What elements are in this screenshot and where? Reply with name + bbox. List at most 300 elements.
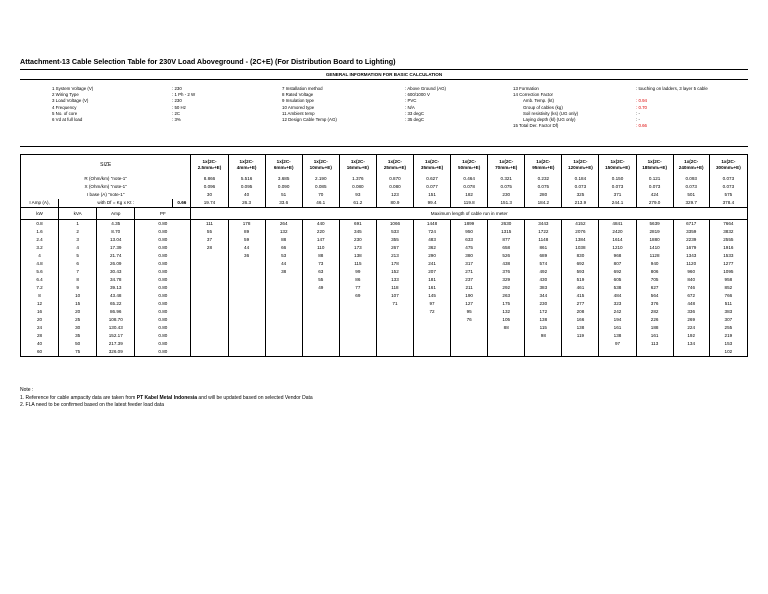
ibase-row-value: 371 [599, 191, 636, 199]
length-cell [488, 340, 525, 348]
info-value: : 2C [172, 110, 181, 116]
length-cell: 55 [191, 228, 228, 236]
table-row [21, 252, 748, 260]
iamp-value: 46.1 [302, 199, 339, 208]
length-cell [525, 348, 562, 357]
ibase-row-value: 123 [376, 191, 413, 199]
info-label: 6 Vd at full load [52, 116, 83, 122]
table-row [21, 284, 748, 292]
length-cell: 376 [636, 300, 673, 308]
pf-cell: 0.80 [135, 348, 191, 357]
iamp-value: 279.0 [636, 199, 673, 208]
length-cell: 329 [488, 276, 525, 284]
size-header-mm: 25mm [383, 165, 398, 170]
length-cell [228, 340, 265, 348]
length-cell: 383 [525, 284, 562, 292]
length-cell: 277 [562, 300, 599, 308]
size-header-sup: 2 [583, 166, 586, 170]
x-row-value: 0.075 [488, 183, 525, 191]
length-cell [191, 292, 228, 300]
length-cell: 153 [709, 340, 747, 348]
amp-cell: 30.43 [97, 268, 135, 276]
general-info-col3-labels [513, 86, 578, 129]
info-value: : - [636, 110, 640, 116]
length-cell [228, 324, 265, 332]
size-header-mm: 6mm [273, 165, 285, 170]
length-cell: 766 [709, 292, 747, 300]
iamp-value: 119.8 [451, 199, 488, 208]
size-header-sup: 2 [434, 166, 436, 170]
length-cell: 1066 [376, 220, 413, 229]
table-row [21, 332, 748, 340]
length-cell [376, 308, 413, 316]
length-cell: 940 [636, 260, 673, 268]
length-cell: 220 [302, 228, 339, 236]
kva-cell: 3 [59, 236, 97, 244]
x-row-value: 0.080 [376, 183, 413, 191]
info-value: : 0.70 [636, 104, 647, 110]
r-row-label: R (Ohm/km) "note-1" [21, 175, 191, 183]
length-cell [302, 308, 339, 316]
kw-cell: 40 [21, 340, 59, 348]
general-info-col1-values [172, 86, 195, 123]
length-cell [451, 324, 488, 332]
length-cell: 88 [488, 324, 525, 332]
length-cell [191, 348, 228, 357]
length-cell: 134 [673, 340, 709, 348]
length-cell: 97 [599, 340, 636, 348]
length-cell: 1128 [636, 252, 673, 260]
r-row-value: 0.870 [376, 175, 413, 183]
info-value: : PVC [405, 98, 417, 104]
length-cell: 72 [414, 308, 451, 316]
length-cell [339, 324, 376, 332]
iamp-value: 33.6 [265, 199, 302, 208]
length-cell: 115 [339, 260, 376, 268]
length-cell: 960 [673, 268, 709, 276]
amp-cell: 13.04 [97, 236, 135, 244]
length-cell: 88 [265, 236, 302, 244]
kw-cell: 16 [21, 308, 59, 316]
size-header-sup: 2 [545, 166, 548, 170]
length-cell [636, 348, 673, 357]
x-row-value: 0.075 [525, 183, 562, 191]
length-cell: 1120 [673, 260, 709, 268]
length-cell: 207 [414, 268, 451, 276]
length-cell: 511 [709, 300, 747, 308]
length-cell [302, 300, 339, 308]
length-cell: 1614 [599, 236, 636, 244]
pf-cell: 0.80 [135, 268, 191, 276]
length-cell: 118 [376, 284, 413, 292]
r-row-value: 0.073 [709, 175, 747, 183]
size-header-line1: 1x(2C- [387, 159, 402, 164]
ibase-row-value: 280 [525, 191, 562, 199]
general-info-col3-values [636, 86, 708, 129]
col-kva: kVA [59, 208, 97, 220]
length-cell: 355 [376, 236, 413, 244]
note-1-text-end: and will be updated based on selected Vendor Data [197, 394, 313, 401]
length-cell: 2076 [562, 228, 599, 236]
length-cell [339, 332, 376, 340]
note-1 [20, 395, 313, 403]
length-cell [265, 332, 302, 340]
length-cell: 323 [599, 300, 636, 308]
ibase-row-value: 230 [488, 191, 525, 199]
size-header-end: +E) [696, 165, 704, 170]
length-cell: 219 [709, 332, 747, 340]
length-cell: 282 [636, 308, 673, 316]
size-header-end: +E) [398, 165, 407, 170]
length-cell: 807 [599, 260, 636, 268]
size-header [525, 155, 562, 176]
kw-cell: 24 [21, 324, 59, 332]
length-cell: 127 [451, 300, 488, 308]
length-cell: 208 [562, 308, 599, 316]
kw-cell: 1.6 [21, 228, 59, 236]
length-cell: 627 [636, 284, 673, 292]
size-label: SIZE [21, 155, 191, 176]
length-cell [488, 332, 525, 340]
col-kw: kW [21, 208, 59, 220]
col-amp: Amp [97, 208, 135, 220]
amp-cell: 43.48 [97, 292, 135, 300]
size-header-line1: 1x(2C- [499, 159, 514, 164]
table-row [21, 191, 748, 199]
length-cell: 3443 [525, 220, 562, 229]
length-cell: 336 [673, 308, 709, 316]
length-cell [265, 300, 302, 308]
length-cell: 138 [599, 332, 636, 340]
size-header-sup: 2 [360, 166, 362, 170]
length-cell [414, 348, 451, 357]
amp-cell: 217.39 [97, 340, 135, 348]
table-row [21, 348, 748, 357]
info-value: : N/A [405, 104, 415, 110]
length-cell [376, 324, 413, 332]
length-cell: 574 [525, 260, 562, 268]
info-label: 10 Armored type [282, 104, 315, 110]
x-row-value: 0.073 [709, 183, 747, 191]
ibase-row-value: 182 [451, 191, 488, 199]
length-cell [488, 348, 525, 357]
table-row [21, 183, 748, 191]
table-row [21, 324, 748, 332]
df-value: 0.66 [173, 199, 191, 208]
length-cell: 1448 [414, 220, 451, 229]
table-row [21, 340, 748, 348]
r-row-value: 0.464 [451, 175, 488, 183]
iamp-value: 184.2 [525, 199, 562, 208]
size-header [451, 155, 488, 176]
size-header-mm: 50mm [458, 165, 472, 170]
length-cell [191, 332, 228, 340]
pf-cell: 0.80 [135, 308, 191, 316]
length-cell: 88 [302, 252, 339, 260]
size-header-mm: 150mm [605, 165, 621, 170]
info-label: 7 Installation method [282, 86, 323, 91]
length-cell: 415 [562, 292, 599, 300]
length-cell: 475 [451, 244, 488, 252]
length-cell: 1210 [599, 244, 636, 252]
size-header-line1: 1x(2C- [684, 159, 699, 164]
length-cell: 380 [451, 252, 488, 260]
length-cell [451, 348, 488, 357]
length-cell: 692 [599, 268, 636, 276]
ibase-row-value: 51 [265, 191, 302, 199]
r-row-value: 0.150 [599, 175, 636, 183]
iamp-value: 213.9 [562, 199, 599, 208]
amp-cell: 26.09 [97, 260, 135, 268]
size-header-line1: 1x(2C- [425, 159, 440, 164]
length-cell: 28 [191, 244, 228, 252]
general-info-col2-values [405, 86, 446, 123]
size-header [636, 155, 673, 176]
length-cell [414, 316, 451, 324]
size-header-mm: 35mm [420, 165, 435, 170]
size-header-line1: 1x(2C- [350, 159, 365, 164]
size-header-line1: 1x(2C- [610, 159, 625, 164]
length-cell [414, 340, 451, 348]
info-label: 3 Load Voltage (V) [52, 98, 89, 104]
ibase-row-value: 40 [228, 191, 265, 199]
length-cell: 213 [376, 252, 413, 260]
length-cell: 806 [636, 268, 673, 276]
size-header-mm: 120mm [568, 165, 584, 170]
x-row-value: 0.073 [673, 183, 709, 191]
info-label: 15 Total Der. Factor Df) [513, 123, 559, 129]
length-cell: 138 [339, 252, 376, 260]
kva-cell: 75 [59, 348, 97, 357]
length-cell: 190 [451, 292, 488, 300]
kva-cell: 35 [59, 332, 97, 340]
length-cell: 1722 [525, 228, 562, 236]
ibase-row-value: 501 [673, 191, 709, 199]
length-cell: 55 [302, 276, 339, 284]
length-cell [265, 276, 302, 284]
length-cell [265, 348, 302, 357]
length-cell: 1899 [451, 220, 488, 229]
kw-cell: 0.8 [21, 220, 59, 229]
pf-cell: 0.80 [135, 300, 191, 308]
length-cell: 86 [339, 276, 376, 284]
pf-cell: 0.80 [135, 292, 191, 300]
length-cell [265, 284, 302, 292]
length-cell [228, 284, 265, 292]
length-cell [562, 348, 599, 357]
length-cell: 492 [525, 268, 562, 276]
size-header [488, 155, 525, 176]
pf-cell: 0.80 [135, 284, 191, 292]
amp-cell: 326.09 [97, 348, 135, 357]
iamp-value: 26.3 [228, 199, 265, 208]
notes-title: Note : [20, 387, 34, 393]
x-row-value: 0.078 [451, 183, 488, 191]
length-cell [191, 300, 228, 308]
size-header-mm: 185mm [642, 165, 659, 170]
info-label: 8 Rated Voltage [282, 92, 314, 98]
x-row-value: 0.073 [562, 183, 599, 191]
length-cell [451, 340, 488, 348]
info-label: 11 Ambient temp [282, 110, 315, 116]
length-cell: 672 [673, 292, 709, 300]
length-cell: 448 [673, 300, 709, 308]
pf-cell: 0.80 [135, 332, 191, 340]
length-cell [265, 316, 302, 324]
r-row-value: 0.232 [525, 175, 562, 183]
length-cell: 692 [562, 260, 599, 268]
length-cell: 147 [302, 236, 339, 244]
size-header-line1: 1x(2C- [276, 159, 291, 164]
iamp-value: 19.74 [191, 199, 228, 208]
size-header-end: +E) [324, 165, 332, 170]
info-value: : 230 [172, 98, 182, 104]
length-cell: 36 [228, 252, 265, 260]
length-cell [228, 260, 265, 268]
amp-cell: 108.70 [97, 316, 135, 324]
length-cell [451, 332, 488, 340]
kva-cell: 30 [59, 324, 97, 332]
cable-selection-table [20, 154, 748, 357]
length-cell: 98 [525, 332, 562, 340]
size-header-sup: 2 [322, 166, 325, 170]
length-cell [414, 332, 451, 340]
length-cell: 89 [228, 228, 265, 236]
length-cell: 194 [599, 316, 636, 324]
length-cell [228, 332, 265, 340]
length-cell: 861 [525, 244, 562, 252]
length-cell [191, 324, 228, 332]
table-row [21, 316, 748, 324]
length-cell: 689 [525, 252, 562, 260]
length-cell: 2819 [636, 228, 673, 236]
length-cell: 307 [709, 316, 747, 324]
length-cell: 593 [562, 268, 599, 276]
length-cell: 1533 [709, 252, 747, 260]
info-label: 14 Correction Factor [513, 92, 554, 98]
length-cell [302, 324, 339, 332]
length-cell [191, 252, 228, 260]
notes [20, 387, 313, 410]
kva-cell: 8 [59, 276, 97, 284]
length-cell: 111 [191, 220, 228, 229]
length-cell: 76 [451, 316, 488, 324]
amp-cell: 34.78 [97, 276, 135, 284]
length-cell: 440 [302, 220, 339, 229]
length-cell [228, 348, 265, 357]
length-cell: 192 [673, 332, 709, 340]
info-value: : 230 [172, 86, 182, 91]
length-cell: 269 [673, 316, 709, 324]
length-cell: 77 [339, 284, 376, 292]
x-row-value: 0.090 [265, 183, 302, 191]
length-cell: 113 [636, 340, 673, 348]
length-cell: 66 [265, 244, 302, 252]
table-row [21, 308, 748, 316]
length-cell [599, 348, 636, 357]
size-header-end: +E) [547, 165, 555, 170]
length-cell [228, 300, 265, 308]
amp-cell: 17.39 [97, 244, 135, 252]
length-cell: 1384 [562, 236, 599, 244]
length-cell [339, 308, 376, 316]
length-cell [302, 340, 339, 348]
size-header-end: +E) [361, 165, 369, 170]
table-row [21, 236, 748, 244]
kw-cell: 28 [21, 332, 59, 340]
iamp-value: 151.3 [488, 199, 525, 208]
ibase-row-value: 325 [562, 191, 599, 199]
length-cell [265, 292, 302, 300]
length-cell: 840 [673, 276, 709, 284]
length-cell: 533 [376, 228, 413, 236]
size-header-line1: 1x(2C- [573, 159, 588, 164]
length-cell: 2630 [488, 220, 525, 229]
size-header-mm: 16mm [346, 165, 361, 170]
info-label: 9 Insulation type [282, 98, 314, 104]
length-cell: 71 [376, 300, 413, 308]
size-header-sup: 2 [658, 166, 660, 170]
length-cell [376, 340, 413, 348]
kw-cell: 3.2 [21, 244, 59, 252]
df-label: with Df = Kg x Kt : [59, 199, 173, 208]
info-value: : 0.66 [636, 123, 647, 129]
info-value: : 50 Hz [172, 104, 186, 110]
size-header [599, 155, 636, 176]
length-cell: 1916 [709, 244, 747, 252]
info-label: 2 Wiring Type [52, 92, 79, 98]
r-row-value: 0.627 [414, 175, 451, 183]
length-cell: 519 [562, 276, 599, 284]
x-row-value: 0.080 [339, 183, 376, 191]
length-cell: 224 [673, 324, 709, 332]
iamp-label: I Amp (A), [21, 199, 59, 208]
info-value: : Above Ground (AG) [405, 86, 446, 91]
size-header-sup: 2 [731, 166, 734, 170]
length-cell: 110 [302, 244, 339, 252]
length-cell: 4152 [562, 220, 599, 229]
table-row [21, 300, 748, 308]
length-cell [228, 308, 265, 316]
length-cell: 59 [228, 236, 265, 244]
size-header-end: +E) [249, 165, 257, 170]
size-header-sup: 2 [620, 166, 623, 170]
length-cell: 2555 [709, 236, 747, 244]
pf-cell: 0.80 [135, 220, 191, 229]
length-cell: 132 [265, 228, 302, 236]
length-cell: 226 [636, 316, 673, 324]
length-cell: 115 [525, 324, 562, 332]
info-label: 12 Design Cable Temp (AG) [282, 116, 337, 122]
size-header-end: +E) [622, 165, 630, 170]
length-cell: 44 [265, 260, 302, 268]
ibase-row-value: 424 [636, 191, 673, 199]
x-row-label: X (Ohm/km) "note-1" [21, 183, 191, 191]
kva-cell: 7 [59, 268, 97, 276]
note-1-vendor: PT Kabel Metal Indonesia [136, 394, 198, 401]
size-header [376, 155, 413, 176]
size-header-line1: 1x(2C- [721, 159, 736, 164]
length-cell: 152 [376, 268, 413, 276]
length-cell: 383 [709, 308, 747, 316]
size-header-line1: 1x(2C- [313, 159, 328, 164]
table-row [21, 228, 748, 236]
size-header-end: +E) [472, 165, 481, 170]
length-cell: 317 [451, 260, 488, 268]
length-cell [265, 340, 302, 348]
table-row [21, 199, 748, 208]
length-cell [228, 268, 265, 276]
